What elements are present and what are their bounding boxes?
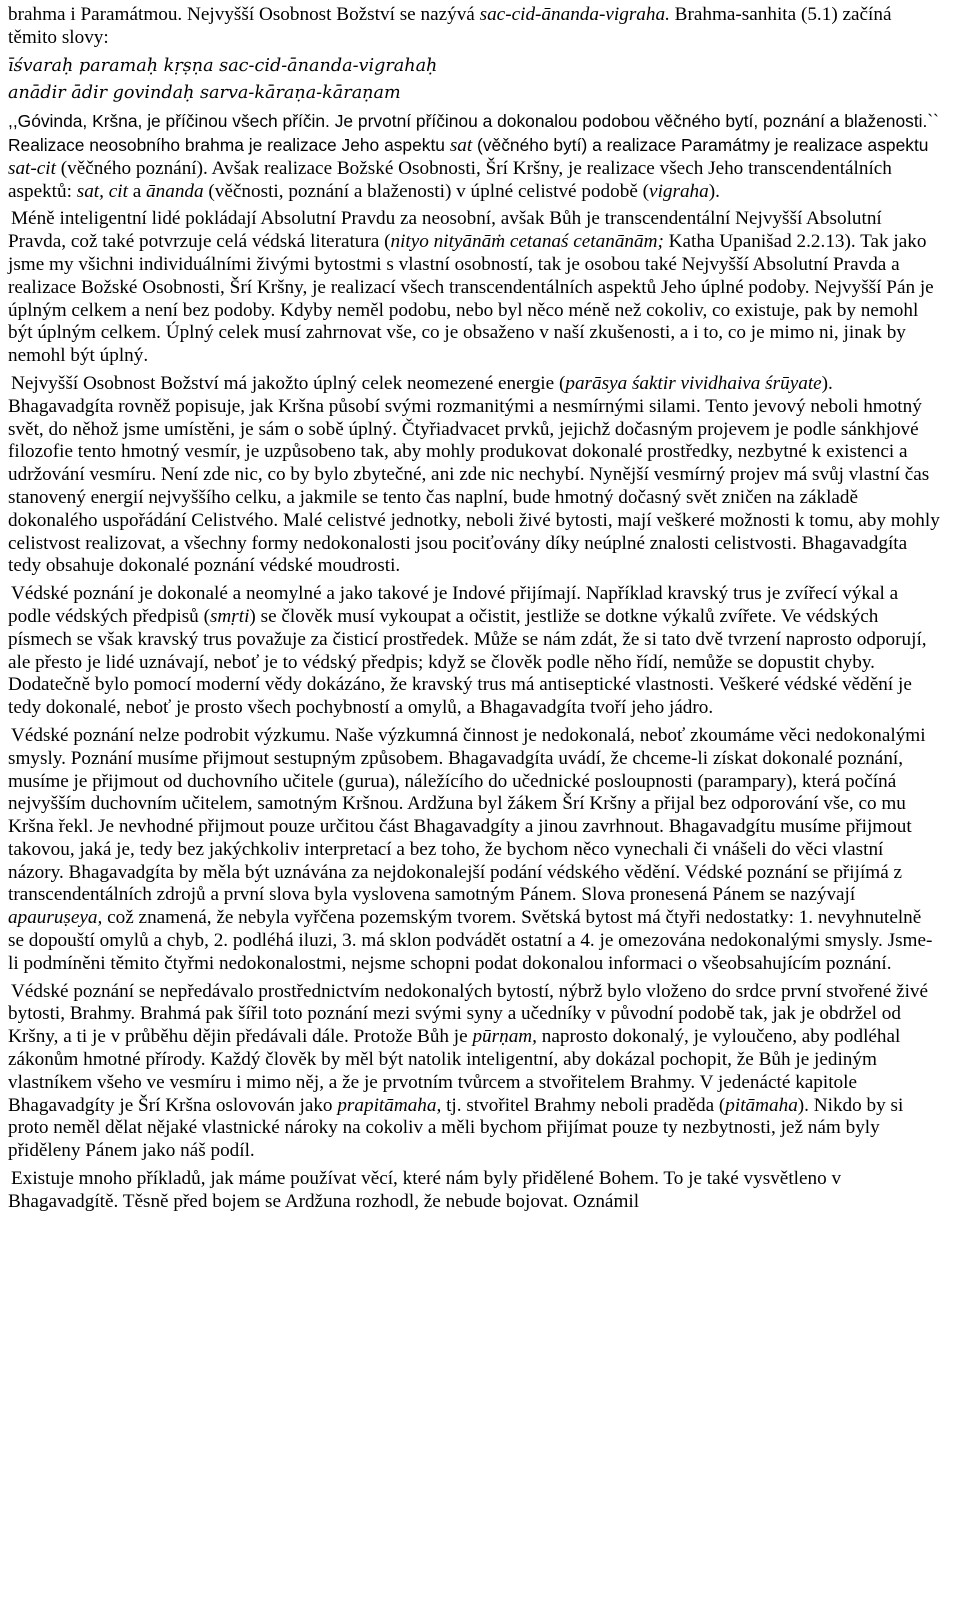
- text-run: což znamená, že nebyla vyřčena pozemským tvorem. Světská bytost má čtyři nedostatky: 1. nevyhnutelně se dopouští omylů a chyb, 2. podléhá iluzi, 3. má sklon podvádět ostatní a 4. je omezována nedokonalými smysly. Jsme-li podmíněni těmito čtyřmi nedokonalostmi, nejsme schopni podat dokonalou informaci o všeobsahujícím poznání.: [8, 907, 933, 974]
- sanskrit-verse: [8, 55, 942, 106]
- sanskrit-term: sat, cit: [76, 180, 128, 202]
- text-run: Védské poznání nelze podrobit výzkumu. Naše výzkumná činnost je nedokonalá, neboť zkoumáme věci nedokonalými smysly. Poznání musíme přijmout sestupným způsobem. Bhagavadgíta uvádí, že chceme-li získat dokonalé poznání, musíme je přijmout od duchovního učitele (gurua), náležícího do učednické posloupnosti (paramparу), která počíná nejvyšším duchovním učitelem, samotným Kršnou. Ardžuna byl žákem Šrí Kršny a přijal bez odporování vše, co mu Kršna řekl. Je nevhodné přijmout pouze určitou část Bhagavadgíty a jinou zavrhnout. Bhagavadgítu musíme přijmout takovou, jaká je, tedy bez jakýchkoliv interpretací a bez toho, že bychom něco vynechali či vnášeli do věci vlastní názory. Bhagavadgíta by měla být uznávána za nejdokonalejší podání védského vědění. Védské poznání se přijímá z transcendentálních zdrojů a první slova byla vyslovena samotným Pánem. Slova pronesená Pánem se nazývají: [8, 724, 926, 906]
- verse-line: anādir ādir govindaḥ sarva-kāraṇa-kāraṇam: [8, 83, 401, 104]
- paragraph-energies: [8, 373, 942, 578]
- paragraph-intro: [8, 4, 942, 50]
- text-run: a: [127, 180, 147, 202]
- paragraph-absolute-truth: [8, 208, 942, 368]
- verse-line: īśvaraḥ paramaḥ kṛṣṇa sac-cid-ānanda-vigrahaḥ: [8, 55, 438, 76]
- sanskrit-term: smṛti: [209, 605, 250, 627]
- text-run: Védské poznání se nepředávalo prostřednictvím nedokonalých bytostí, nýbrž bylo vloženo do srdce první stvořené živé bytosti, Brahmy. Brahmá pak šířil toto poznání mezi svými syny a učedníky v původní podobě tak, jak je obdržel od Kršny, a ti je v průběhu dějin předávali dále. Protože Bůh je: [8, 980, 929, 1048]
- paragraph-vedic-knowledge: [8, 583, 942, 720]
- sanskrit-term: sat: [449, 134, 473, 156]
- text-run: Existuje mnoho příkladů, jak máme používat věcí, které nám byly přidělené Bohem. To je také vysvětleno v Bhagavadgítě. Těsně před bojem se Ardžuna rozhodl, že nebude bojovat. Oznámil: [8, 1168, 842, 1212]
- text-run: brahma i Paramátmou. Nejvyšší Osobnost Božství se nazývá: [8, 4, 480, 25]
- sanskrit-term: parāsya śaktir vividhaiva śrūyate: [565, 372, 822, 394]
- paragraph-verse-translation: [8, 110, 942, 203]
- text-run: ) se člověk musí vykoupat a očistit, jestliže se dotkne výkalů zvířete. Ve védských písmech se však kravský trus považuje za čisticí prostředek. Může se nám zdát, že si tato dvě tvrzení naprosto odporují, ale přesto je lidé uznávají, neboť je to védský předpis; když se člověk podle něho řídí, nemůže se dopustit chyby. Dodatečně bylo pomocí moderní vědy dokázáno, že kravský trus má antiseptické vlastnosti. Veškeré védské vědění je tedy dokonalé, neboť je prosto všech pochybností a omylů, a Bhagavadgíta tvoří jeho jádro.: [8, 605, 927, 719]
- paragraph-research: [8, 725, 942, 976]
- sanskrit-term: vigraha: [649, 180, 709, 202]
- text-run: ).: [708, 180, 720, 202]
- text-run: Nejvyšší Osobnost Božství má jakožto úplný celek neomezené energie (: [11, 372, 566, 394]
- text-run: (věčnosti, poznání a blaženosti) v úplné celistvé podobě (: [203, 180, 650, 202]
- paragraph-transmission: [8, 981, 942, 1163]
- text-run: Katha Upanišad 2.2.13). Tak jako jsme my všichni individuálními živými bytostmi s vlastní osobností, tak je osobou také Nejvyšší Absolutní Pravda a realizace Božské Osobnosti, Šrí Kršny, je realizací všech transcendentálních aspektů Jeho úplné podoby. Nejvyšší Pán je úplným celkem a není bez podoby. Kdyby neměl podobu, nebo byl něco méně než cokoliv, co existuje, pak by nemohl být úplným celkem. Úplný celek musí zahrnovat vše, co je obsaženo v naší zkušenosti, a i to, co je mimo ni, jinak by nemohl být úplný.: [8, 231, 934, 367]
- text-run: Brahma-sanhita (5.1) začíná těmito slovy:: [8, 4, 892, 48]
- text-run: ,,Góvinda, Kršna, je příčinou všech příčin. Je prvotní příčinou a dokonalou podobou věčného bytí, poznání a blaženosti.`` Realizace neosobního brahma je realizace Jeho aspektu: [8, 111, 939, 155]
- sanskrit-term: ānanda: [146, 180, 204, 202]
- sanskrit-term: sac-cid-ānanda-vigraha.: [479, 4, 670, 25]
- sanskrit-term: apauruṣeya,: [8, 907, 103, 929]
- sanskrit-term: sat-cit: [8, 157, 56, 179]
- sanskrit-term: pūrṇam,: [472, 1026, 537, 1048]
- text-run: (věčného poznání). Avšak realizace Božské Osobnosti, Šrí Kršny, je realizace všech Jeho transcendentálních aspektů:: [8, 157, 892, 202]
- sanskrit-term: nityo nityānāṁ cetanaś cetanānām;: [390, 231, 664, 253]
- text-run: ). Bhagavadgíta rovněž popisuje, jak Kršna působí svými rozmanitými a nesmírnými silami. Tento jevový neboli hmotný svět, do něhož jsme umístěni, je sám o sobě úplný. Čtyřiadvacet prvků, jejichž dočasným projevem je podle sánkhjové filozofie tento hmotný vesmír, je uzpůsobeno tak, aby mohly produkovat dokonalé prostředky, nezbytné k existenci a udržování vesmíru. Není zde nic, co by bylo zbytečné, ani zde nic nechybí. Nynější vesmírný projev má svůj vlastní čas stanovený energií nejvyššího celku, a jakmile se tento čas naplní, bude hmotný dočasný svět zničen na základě dokonalého uspořádání Celistvého. Malé celistvé jednotky, neboli živé bytosti, mají veškeré možnosti k tomu, aby mohly celistvost realizovat, a všechny formy nedokonalosti jsou pociťovány díky neúplné znalosti celistvosti. Bhagavadgíta tedy obsahuje dokonalé poznání védské moudrosti.: [8, 372, 940, 577]
- text-run: Védské poznání je dokonalé a neomylné a jako takové je Indové přijímají. Například kravský trus je zvířecí výkal a podle védských předpisů (: [8, 583, 899, 627]
- text-run: naprosto dokonalý, je vyloučeno, aby podléhal zákonům hmotné přírody. Každý člověk by měl být natolik inteligentní, aby dokázal pochopit, že Bůh je jediným vlastníkem všeho ve vesmíru i mimo něj, a že je prvotním tvůrcem a stvořitelem Brahmy. V jedenácté kapitole Bhagavadgíty je Šrí Kršna oslovován jako: [8, 1026, 901, 1116]
- sanskrit-term: pitāmaha: [725, 1094, 798, 1116]
- text-run: tj. stvořitel Brahmy neboli praděda (: [441, 1094, 726, 1116]
- text-run: Méně inteligentní lidé pokládají Absolutní Pravdu za neosobní, avšak Bůh je transcendentální Nejvyšší Absolutní Pravda, což také potvrzuje celá védská literatura (: [8, 208, 882, 253]
- paragraph-examples: [8, 1168, 942, 1214]
- sanskrit-term: prapitāmaha,: [337, 1094, 442, 1116]
- text-run: ). Nikdo by si proto neměl dělat nějaké vlastnické nároky na cokoliv a měli bychom přijímat pouze ty nezbytnosti, jež nám byly přiděleny Pánem jako náš podíl.: [8, 1094, 904, 1162]
- text-run: (věčného bytí) a realizace Paramátmy je realizace aspektu: [472, 134, 929, 155]
